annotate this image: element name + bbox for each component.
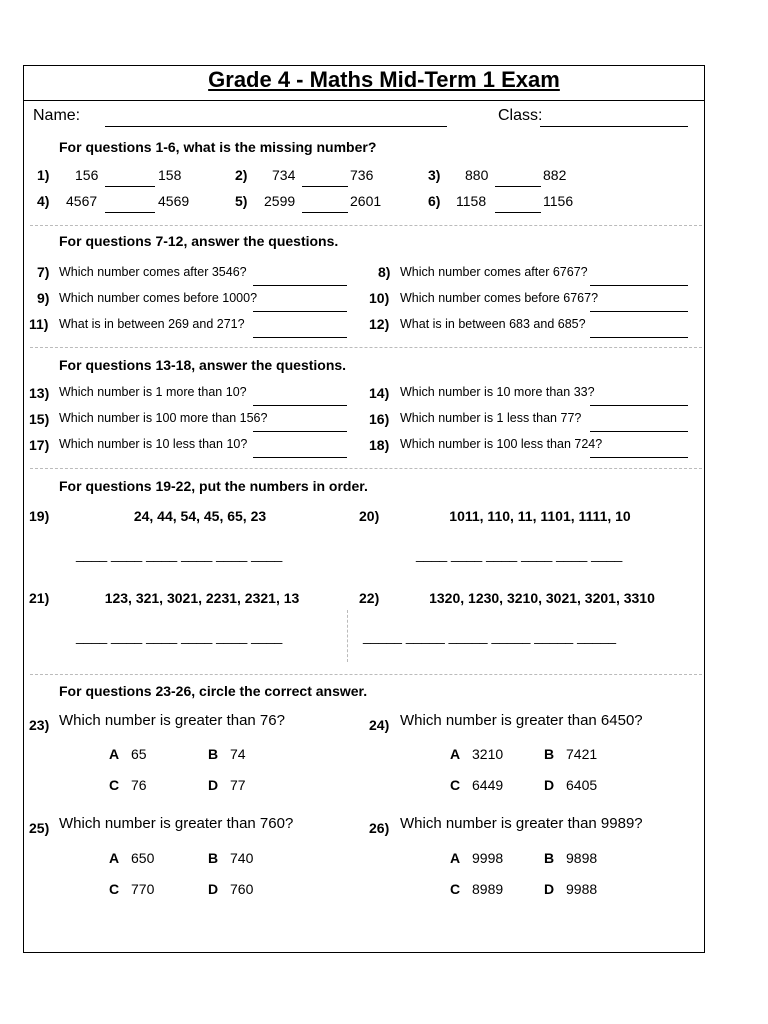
- q25-option-d-letter: D: [208, 881, 219, 897]
- section-1-heading: For questions 1-6, what is the missing number?: [59, 139, 377, 155]
- q23-option-d[interactable]: 77: [230, 777, 246, 793]
- q16-answer-line[interactable]: [590, 431, 688, 432]
- q1-before: 156: [75, 167, 99, 183]
- name-field[interactable]: [105, 126, 447, 127]
- q5-answer-blank[interactable]: [302, 212, 348, 213]
- page-title: Grade 4 - Maths Mid-Term 1 Exam: [208, 67, 560, 92]
- section-divider: [30, 674, 702, 675]
- q1-number: 1): [37, 167, 50, 183]
- q7-answer-line[interactable]: [253, 285, 347, 286]
- q24-option-c-letter: C: [450, 777, 461, 793]
- q26-number: 26): [369, 820, 390, 836]
- q10-number: 10): [369, 290, 390, 306]
- q20-sequence: 1011, 110, 11, 1101, 1111, 10: [449, 508, 631, 524]
- section-4-heading: For questions 19-22, put the numbers in order.: [59, 478, 368, 494]
- q24-option-d[interactable]: 6405: [566, 777, 598, 793]
- q5-after: 2601: [350, 193, 382, 209]
- q2-before: 734: [272, 167, 296, 183]
- q3-answer-blank[interactable]: [495, 186, 541, 187]
- section-divider: [30, 347, 702, 348]
- q2-number: 2): [235, 167, 248, 183]
- q2-answer-blank[interactable]: [302, 186, 348, 187]
- q1-answer-blank[interactable]: [105, 186, 155, 187]
- q23-number: 23): [29, 717, 50, 733]
- q21-number: 21): [29, 590, 50, 606]
- q22-number: 22): [359, 590, 380, 606]
- q13-answer-line[interactable]: [253, 405, 347, 406]
- q20-answer-blanks[interactable]: ____ ____ ____ ____ ____ ____: [416, 546, 623, 562]
- q22-answer-blanks[interactable]: _____ _____ _____ _____ _____ _____: [363, 628, 617, 644]
- column-divider: [347, 610, 348, 662]
- q23-option-d-letter: D: [208, 777, 219, 793]
- q1-after: 158: [158, 167, 182, 183]
- section-divider: [30, 468, 702, 469]
- q24-option-c[interactable]: 6449: [472, 777, 504, 793]
- q8-text: Which number comes after 6767?: [400, 265, 588, 279]
- q25-option-c-letter: C: [109, 881, 120, 897]
- q18-number: 18): [369, 437, 390, 453]
- q26-option-b-letter: B: [544, 850, 555, 866]
- q25-stem: Which number is greater than 760?: [59, 815, 294, 832]
- q26-option-b[interactable]: 9898: [566, 850, 598, 866]
- q8-answer-line[interactable]: [590, 285, 688, 286]
- q8-number: 8): [378, 264, 391, 280]
- section-divider: [30, 225, 702, 226]
- q9-text: Which number comes before 1000?: [59, 291, 258, 305]
- q6-answer-blank[interactable]: [495, 212, 541, 213]
- q2-after: 736: [350, 167, 374, 183]
- q11-text: What is in between 269 and 271?: [59, 317, 245, 331]
- q19-answer-blanks[interactable]: ____ ____ ____ ____ ____ ____: [76, 546, 283, 562]
- q26-option-a[interactable]: 9998: [472, 850, 504, 866]
- q4-before: 4567: [66, 193, 98, 209]
- q17-answer-line[interactable]: [253, 457, 347, 458]
- q16-number: 16): [369, 411, 390, 427]
- q4-number: 4): [37, 193, 50, 209]
- q3-before: 880: [465, 167, 489, 183]
- q18-text: Which number is 100 less than 724?: [400, 437, 603, 451]
- q12-text: What is in between 683 and 685?: [400, 317, 586, 331]
- q26-option-d[interactable]: 9988: [566, 881, 598, 897]
- q26-option-c-letter: C: [450, 881, 461, 897]
- q20-number: 20): [359, 508, 380, 524]
- q17-text: Which number is 10 less than 10?: [59, 437, 248, 451]
- q23-option-b[interactable]: 74: [230, 746, 246, 762]
- q4-after: 4569: [158, 193, 190, 209]
- q19-sequence: 24, 44, 54, 45, 65, 23: [133, 508, 267, 524]
- q26-option-a-letter: A: [450, 850, 461, 866]
- q6-before: 1158: [456, 193, 487, 209]
- q14-text: Which number is 10 more than 33?: [400, 385, 595, 399]
- q23-option-c-letter: C: [109, 777, 120, 793]
- section-3-heading: For questions 13-18, answer the questions.: [59, 357, 347, 373]
- q23-stem: Which number is greater than 76?: [59, 712, 285, 729]
- q5-before: 2599: [264, 193, 296, 209]
- q23-option-a[interactable]: 65: [131, 746, 147, 762]
- q23-option-a-letter: A: [109, 746, 120, 762]
- class-field[interactable]: [540, 126, 688, 127]
- q7-number: 7): [37, 264, 50, 280]
- q26-option-d-letter: D: [544, 881, 555, 897]
- q25-option-a-letter: A: [109, 850, 120, 866]
- q25-option-b[interactable]: 740: [230, 850, 254, 866]
- name-label: Name:: [33, 107, 81, 124]
- q6-number: 6): [428, 193, 441, 209]
- q16-text: Which number is 1 less than 77?: [400, 411, 582, 425]
- q25-option-d[interactable]: 760: [230, 881, 254, 897]
- class-label: Class:: [498, 107, 543, 124]
- q24-option-b-letter: B: [544, 746, 555, 762]
- q15-number: 15): [29, 411, 50, 427]
- q25-option-c[interactable]: 770: [131, 881, 155, 897]
- q24-option-d-letter: D: [544, 777, 555, 793]
- q24-stem: Which number is greater than 6450?: [400, 712, 643, 729]
- q17-number: 17): [29, 437, 50, 453]
- section-2-heading: For questions 7-12, answer the questions.: [59, 233, 339, 249]
- q15-text: Which number is 100 more than 156?: [59, 411, 268, 425]
- q10-text: Which number comes before 6767?: [400, 291, 599, 305]
- q25-number: 25): [29, 820, 50, 836]
- q13-text: Which number is 1 more than 10?: [59, 385, 247, 399]
- q4-answer-blank[interactable]: [105, 212, 155, 213]
- q10-answer-line[interactable]: [590, 311, 688, 312]
- q24-option-a-letter: A: [450, 746, 461, 762]
- q22-sequence: 1320, 1230, 3210, 3021, 3201, 3310: [429, 590, 655, 606]
- q9-answer-line[interactable]: [253, 311, 347, 312]
- q7-text: Which number comes after 3546?: [59, 265, 247, 279]
- q19-number: 19): [29, 508, 50, 524]
- q14-answer-line[interactable]: [590, 405, 688, 406]
- q25-option-b-letter: B: [208, 850, 219, 866]
- q5-number: 5): [235, 193, 248, 209]
- q12-number: 12): [369, 316, 390, 332]
- q11-answer-line[interactable]: [253, 337, 347, 338]
- q26-option-c[interactable]: 8989: [472, 881, 504, 897]
- q12-answer-line[interactable]: [590, 337, 688, 338]
- q11-number: 11): [29, 316, 49, 332]
- q25-option-a[interactable]: 650: [131, 850, 155, 866]
- q9-number: 9): [37, 290, 50, 306]
- section-5-heading: For questions 23-26, circle the correct answer.: [59, 683, 368, 699]
- q23-option-b-letter: B: [208, 746, 219, 762]
- q26-stem: Which number is greater than 9989?: [400, 815, 643, 832]
- q6-after: 1156: [543, 193, 574, 209]
- q18-answer-line[interactable]: [590, 457, 688, 458]
- q21-sequence: 123, 321, 3021, 2231, 2321, 13: [104, 590, 300, 606]
- q15-answer-line[interactable]: [253, 431, 347, 432]
- q21-answer-blanks[interactable]: ____ ____ ____ ____ ____ ____: [76, 628, 283, 644]
- q24-option-b[interactable]: 7421: [566, 746, 598, 762]
- q13-number: 13): [29, 385, 50, 401]
- q3-number: 3): [428, 167, 441, 183]
- q24-option-a[interactable]: 3210: [472, 746, 504, 762]
- q24-number: 24): [369, 717, 390, 733]
- q3-after: 882: [543, 167, 567, 183]
- q14-number: 14): [369, 385, 390, 401]
- q23-option-c[interactable]: 76: [131, 777, 147, 793]
